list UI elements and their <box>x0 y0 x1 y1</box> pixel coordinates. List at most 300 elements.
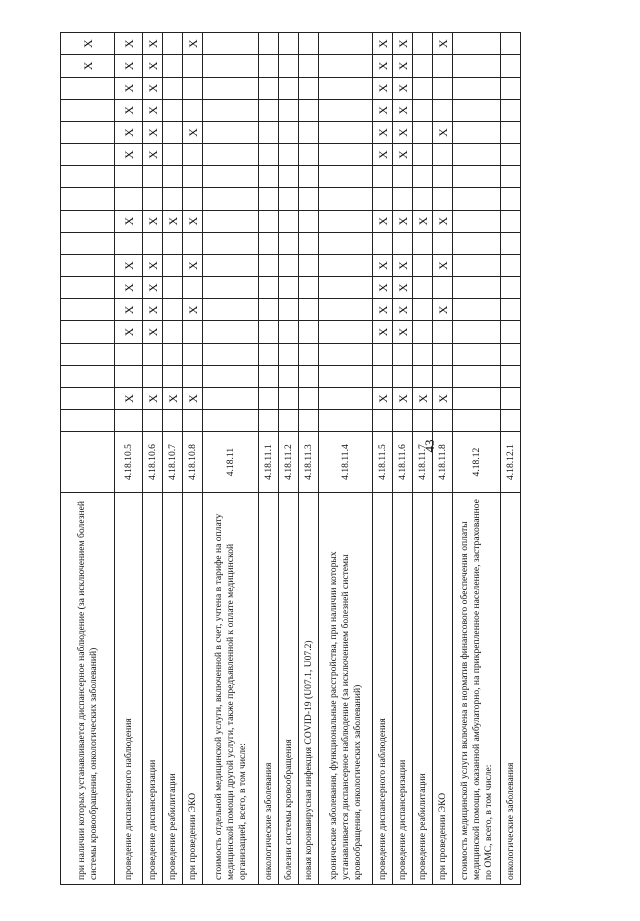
mark-cell: X <box>163 210 183 232</box>
row-label: проведение реабилитации <box>413 492 433 884</box>
mark-cell <box>501 321 521 343</box>
mark-cell <box>183 410 203 432</box>
row-code: 4.18.10.7 <box>163 432 183 492</box>
mark-cell <box>413 166 433 188</box>
mark-cell <box>61 321 115 343</box>
mark-cell: X <box>115 299 143 321</box>
mark-cell <box>413 33 433 55</box>
table-row <box>299 33 319 885</box>
mark-cell <box>183 343 203 365</box>
mark-cell <box>203 254 259 276</box>
mark-cell <box>163 299 183 321</box>
mark-cell <box>501 210 521 232</box>
mark-cell <box>259 343 279 365</box>
mark-cell <box>163 144 183 166</box>
mark-cell <box>279 33 299 55</box>
mark-cell <box>259 387 279 409</box>
row-code: 4.18.11.3 <box>299 432 319 492</box>
mark-cell <box>433 77 453 99</box>
mark-cell: X <box>393 33 413 55</box>
mark-cell <box>279 166 299 188</box>
mark-cell: X <box>115 387 143 409</box>
row-label: при проведении ЭКО <box>183 492 203 884</box>
row-code: 4.18.11 <box>203 432 259 492</box>
mark-cell <box>413 77 433 99</box>
mark-cell <box>183 77 203 99</box>
mark-cell <box>183 365 203 387</box>
mark-cell <box>373 365 393 387</box>
mark-cell <box>453 254 501 276</box>
mark-cell <box>453 77 501 99</box>
row-label: при наличии которых устанавливается диспансерное наблюдение (за исключением болезней системы кровообращения, онкологических заболеваний) <box>61 492 115 884</box>
mark-cell <box>279 299 299 321</box>
mark-cell <box>501 166 521 188</box>
mark-cell <box>61 121 115 143</box>
mark-cell <box>61 99 115 121</box>
mark-cell: X <box>143 387 163 409</box>
row-code: 4.18.10.6 <box>143 432 163 492</box>
mark-cell: X <box>393 277 413 299</box>
mark-cell: X <box>183 254 203 276</box>
mark-cell <box>373 188 393 210</box>
mark-cell <box>319 299 373 321</box>
table-row <box>373 33 393 885</box>
mark-cell <box>203 210 259 232</box>
mark-cell <box>203 232 259 254</box>
row-code: 4.18.11.7 <box>413 432 433 492</box>
mark-cell <box>319 210 373 232</box>
mark-cell: X <box>433 299 453 321</box>
row-label: онкологические заболевания <box>259 492 279 884</box>
mark-cell <box>319 121 373 143</box>
mark-cell <box>259 166 279 188</box>
mark-cell <box>501 55 521 77</box>
mark-cell <box>259 410 279 432</box>
mark-cell <box>279 55 299 77</box>
row-label: стоимость медицинской услуги включена в норматив финансового обеспечения оплаты медицинской помощи, оказанной амбулаторно, на прикрепленное население, застрахованное по ОМС, всего, в том числе: <box>453 492 501 884</box>
mark-cell <box>501 99 521 121</box>
mark-cell <box>143 365 163 387</box>
mark-cell <box>203 188 259 210</box>
rotated-page <box>60 32 536 885</box>
row-label: проведение диспансеризации <box>393 492 413 884</box>
table-row <box>143 33 163 885</box>
row-code: 4.18.10.8 <box>183 432 203 492</box>
mark-cell: X <box>393 321 413 343</box>
mark-cell <box>183 277 203 299</box>
mark-cell <box>319 33 373 55</box>
mark-cell <box>319 410 373 432</box>
mark-cell <box>453 55 501 77</box>
mark-cell: X <box>143 144 163 166</box>
mark-cell <box>299 77 319 99</box>
mark-cell <box>61 188 115 210</box>
mark-cell <box>453 410 501 432</box>
mark-cell: X <box>393 99 413 121</box>
mark-cell: X <box>143 77 163 99</box>
mark-cell <box>259 55 279 77</box>
mark-cell <box>501 254 521 276</box>
mark-cell <box>61 410 115 432</box>
mark-cell <box>319 144 373 166</box>
row-label: онкологические заболевания <box>501 492 521 884</box>
mark-cell <box>163 188 183 210</box>
mark-cell <box>61 387 115 409</box>
row-code: 4.18.12 <box>453 432 501 492</box>
mark-cell: X <box>413 210 433 232</box>
mark-cell <box>163 321 183 343</box>
mark-cell: X <box>393 121 413 143</box>
mark-cell <box>203 144 259 166</box>
mark-cell: X <box>183 121 203 143</box>
mark-cell <box>61 144 115 166</box>
mark-cell <box>319 321 373 343</box>
mark-cell: X <box>433 254 453 276</box>
mark-cell <box>413 99 433 121</box>
mark-cell <box>203 365 259 387</box>
mark-cell: X <box>115 144 143 166</box>
mark-cell: X <box>115 254 143 276</box>
mark-cell <box>413 299 433 321</box>
mark-cell: X <box>373 254 393 276</box>
mark-cell <box>501 343 521 365</box>
mark-cell <box>501 232 521 254</box>
mark-cell: X <box>373 121 393 143</box>
row-code: 4.18.11.8 <box>433 432 453 492</box>
mark-cell <box>115 166 143 188</box>
table-row <box>433 33 453 885</box>
mark-cell: X <box>373 77 393 99</box>
mark-cell <box>115 410 143 432</box>
mark-cell <box>279 232 299 254</box>
mark-cell <box>259 232 279 254</box>
mark-cell: X <box>373 299 393 321</box>
mark-cell <box>299 188 319 210</box>
mark-cell: X <box>373 144 393 166</box>
mark-cell: X <box>183 33 203 55</box>
mark-cell <box>279 99 299 121</box>
mark-cell <box>319 99 373 121</box>
mark-cell: X <box>373 99 393 121</box>
row-code: 4.18.11.4 <box>319 432 373 492</box>
mark-cell <box>393 166 413 188</box>
mark-cell <box>61 365 115 387</box>
mark-cell: X <box>163 387 183 409</box>
mark-cell <box>183 188 203 210</box>
mark-cell <box>279 387 299 409</box>
mark-cell <box>61 210 115 232</box>
mark-cell <box>501 365 521 387</box>
mark-cell <box>319 232 373 254</box>
row-label: новая коронавирусная инфекция COVID-19 (U07.1, U07.2) <box>299 492 319 884</box>
mark-cell <box>413 410 433 432</box>
mark-cell <box>501 144 521 166</box>
mark-cell <box>413 55 433 77</box>
mark-cell <box>299 55 319 77</box>
mark-cell <box>319 365 373 387</box>
mark-cell: X <box>115 77 143 99</box>
mark-cell <box>163 232 183 254</box>
mark-cell <box>433 99 453 121</box>
mark-cell: X <box>183 210 203 232</box>
row-code: 4.18.10.5 <box>115 432 143 492</box>
row-label: стоимость отдельной медицинской услуги, включенной в счет, учтена в тарифе на оплату медицинской помощи другой услуги, также предъявленной к оплате медицинской организацией, всего, в том числе: <box>203 492 259 884</box>
mark-cell: X <box>373 277 393 299</box>
mark-cell <box>203 410 259 432</box>
mark-cell <box>433 365 453 387</box>
mark-cell <box>279 321 299 343</box>
mark-cell <box>433 166 453 188</box>
mark-cell <box>279 410 299 432</box>
mark-cell <box>279 210 299 232</box>
mark-cell <box>501 299 521 321</box>
mark-cell <box>115 343 143 365</box>
mark-cell <box>299 343 319 365</box>
mark-cell <box>413 321 433 343</box>
mark-cell <box>453 299 501 321</box>
mark-cell <box>259 77 279 99</box>
mark-cell <box>163 277 183 299</box>
table-row <box>203 33 259 885</box>
table-row <box>393 33 413 885</box>
mark-cell <box>393 188 413 210</box>
mark-cell: X <box>61 55 115 77</box>
table-body <box>61 33 521 885</box>
mark-cell <box>203 77 259 99</box>
mark-cell: X <box>433 387 453 409</box>
row-label: хронические заболевания, функциональные расстройства, при наличии которых устанавливается диспансерное наблюдение (за исключением болезней системы кровообращения, онкологических заболеваний) <box>319 492 373 884</box>
mark-cell <box>259 299 279 321</box>
mark-cell <box>143 343 163 365</box>
row-code: 4.18.11.5 <box>373 432 393 492</box>
mark-cell: X <box>115 55 143 77</box>
mark-cell <box>501 33 521 55</box>
table-row <box>115 33 143 885</box>
mark-cell <box>279 188 299 210</box>
mark-cell: X <box>183 299 203 321</box>
mark-cell <box>183 166 203 188</box>
table-row <box>279 33 299 885</box>
mark-cell <box>319 77 373 99</box>
mark-cell <box>433 277 453 299</box>
mark-cell <box>501 188 521 210</box>
mark-cell: X <box>143 299 163 321</box>
mark-cell: X <box>393 210 413 232</box>
mark-cell <box>299 321 319 343</box>
mark-cell <box>259 144 279 166</box>
mark-cell: X <box>143 121 163 143</box>
table-row <box>61 33 115 885</box>
mark-cell <box>319 343 373 365</box>
mark-cell <box>259 99 279 121</box>
row-label: проведение диспансерного наблюдения <box>373 492 393 884</box>
mark-cell <box>501 277 521 299</box>
mark-cell <box>453 321 501 343</box>
mark-cell: X <box>393 144 413 166</box>
mark-cell: X <box>115 33 143 55</box>
mark-cell <box>163 410 183 432</box>
mark-cell <box>299 144 319 166</box>
mark-cell <box>61 277 115 299</box>
mark-cell: X <box>393 387 413 409</box>
mark-cell: X <box>143 99 163 121</box>
mark-cell: X <box>433 210 453 232</box>
mark-cell <box>413 343 433 365</box>
mark-cell <box>61 343 115 365</box>
mark-cell <box>163 254 183 276</box>
mark-cell <box>279 77 299 99</box>
mark-cell: X <box>115 121 143 143</box>
mark-cell <box>433 321 453 343</box>
mark-cell: X <box>393 254 413 276</box>
mark-cell: X <box>115 99 143 121</box>
mark-cell <box>61 166 115 188</box>
table-row <box>183 33 203 885</box>
mark-cell <box>299 299 319 321</box>
mark-cell <box>373 232 393 254</box>
document-table <box>60 32 521 885</box>
mark-cell <box>453 365 501 387</box>
mark-cell: X <box>143 321 163 343</box>
page-number: 43 <box>422 439 437 453</box>
mark-cell <box>203 33 259 55</box>
mark-cell <box>299 277 319 299</box>
mark-cell <box>319 55 373 77</box>
mark-cell <box>501 387 521 409</box>
mark-cell <box>373 343 393 365</box>
mark-cell <box>393 343 413 365</box>
mark-cell <box>259 365 279 387</box>
mark-cell <box>501 410 521 432</box>
mark-cell <box>453 387 501 409</box>
mark-cell <box>453 232 501 254</box>
mark-cell: X <box>433 121 453 143</box>
mark-cell <box>143 166 163 188</box>
mark-cell <box>203 277 259 299</box>
mark-cell <box>259 188 279 210</box>
mark-cell <box>413 277 433 299</box>
mark-cell <box>259 210 279 232</box>
mark-cell <box>319 277 373 299</box>
mark-cell <box>183 55 203 77</box>
mark-cell <box>299 232 319 254</box>
mark-cell <box>279 277 299 299</box>
mark-cell <box>413 254 433 276</box>
mark-cell <box>259 254 279 276</box>
mark-cell <box>61 254 115 276</box>
row-label: болезни системы кровообращения <box>279 492 299 884</box>
mark-cell <box>163 166 183 188</box>
table-row <box>453 33 501 885</box>
mark-cell: X <box>373 55 393 77</box>
mark-cell <box>143 232 163 254</box>
mark-cell <box>319 254 373 276</box>
mark-cell: X <box>373 33 393 55</box>
mark-cell: X <box>393 299 413 321</box>
mark-cell <box>393 232 413 254</box>
mark-cell <box>299 121 319 143</box>
mark-cell <box>433 144 453 166</box>
mark-cell <box>163 121 183 143</box>
mark-cell <box>453 121 501 143</box>
row-label: проведение реабилитации <box>163 492 183 884</box>
mark-cell <box>203 55 259 77</box>
table-row <box>413 33 433 885</box>
mark-cell <box>453 210 501 232</box>
mark-cell <box>203 299 259 321</box>
mark-cell <box>299 387 319 409</box>
mark-cell <box>413 144 433 166</box>
mark-cell <box>203 343 259 365</box>
mark-cell <box>433 410 453 432</box>
mark-cell <box>259 321 279 343</box>
row-code: 4.18.12.1 <box>501 432 521 492</box>
mark-cell <box>143 188 163 210</box>
mark-cell <box>433 232 453 254</box>
mark-cell <box>299 99 319 121</box>
mark-cell <box>115 365 143 387</box>
mark-cell <box>279 343 299 365</box>
table-row <box>163 33 183 885</box>
mark-cell <box>453 343 501 365</box>
mark-cell <box>163 55 183 77</box>
mark-cell: X <box>183 387 203 409</box>
mark-cell <box>413 121 433 143</box>
mark-cell <box>413 232 433 254</box>
mark-cell: X <box>373 387 393 409</box>
mark-cell: X <box>373 210 393 232</box>
mark-cell <box>203 121 259 143</box>
mark-cell <box>183 321 203 343</box>
mark-cell <box>393 410 413 432</box>
row-code: 4.18.11.1 <box>259 432 279 492</box>
mark-cell <box>319 166 373 188</box>
mark-cell <box>259 277 279 299</box>
mark-cell <box>203 321 259 343</box>
mark-cell <box>143 410 163 432</box>
mark-cell <box>183 144 203 166</box>
row-label: проведение диспансерного наблюдения <box>115 492 143 884</box>
mark-cell: X <box>143 210 163 232</box>
row-label: проведение диспансеризации <box>143 492 163 884</box>
mark-cell <box>163 77 183 99</box>
mark-cell <box>299 254 319 276</box>
mark-cell <box>163 99 183 121</box>
mark-cell <box>501 77 521 99</box>
row-code: 4.18.11.2 <box>279 432 299 492</box>
table-row <box>259 33 279 885</box>
mark-cell <box>183 232 203 254</box>
mark-cell <box>413 365 433 387</box>
mark-cell <box>299 365 319 387</box>
mark-cell <box>61 77 115 99</box>
mark-cell <box>433 343 453 365</box>
mark-cell <box>433 188 453 210</box>
mark-cell <box>453 33 501 55</box>
mark-cell <box>413 188 433 210</box>
mark-cell <box>453 277 501 299</box>
mark-cell: X <box>413 387 433 409</box>
mark-cell: X <box>143 33 163 55</box>
mark-cell <box>393 365 413 387</box>
mark-cell <box>501 121 521 143</box>
mark-cell: X <box>115 210 143 232</box>
mark-cell: X <box>115 277 143 299</box>
mark-cell <box>279 144 299 166</box>
mark-cell <box>299 410 319 432</box>
mark-cell: X <box>143 55 163 77</box>
mark-cell <box>279 121 299 143</box>
